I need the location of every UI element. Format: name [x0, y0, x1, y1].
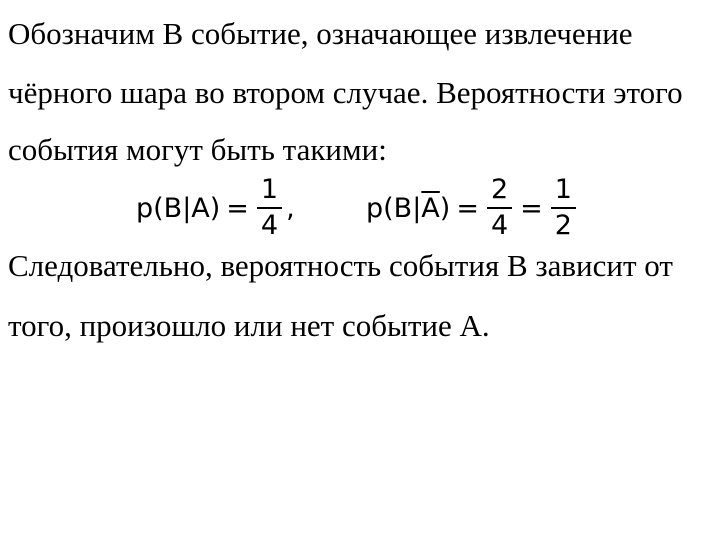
text-line-1: Обозначим B событие, означающее извлечение [8, 16, 633, 51]
formula-1-comma: , [286, 193, 295, 224]
fraction-bar [487, 207, 512, 209]
formula-2-numerator-1: 2 [490, 174, 509, 205]
fraction-bar [551, 207, 576, 209]
formula-2-denominator-2: 2 [554, 210, 572, 241]
formula-p-b-given-a [136, 172, 295, 244]
formula-2-lhs-prefix: p(B| [366, 192, 422, 224]
fraction-bar [257, 207, 282, 209]
formula-2-equals: = [456, 192, 479, 224]
formula-1-fraction [257, 174, 282, 242]
text-line-3: события могут быть такими: [8, 132, 387, 167]
text-line-4: Следовательно, вероятность события B зависит от [8, 248, 673, 283]
text-line-2: чёрного шара во втором случае. Вероятности этого [8, 75, 683, 110]
formula-1-lhs: p(B|A) [136, 192, 221, 224]
formula-2-lhs [366, 193, 450, 224]
formula-1-denominator: 4 [260, 210, 279, 241]
formula-p-b-given-not-a [366, 172, 578, 244]
formula-2-fraction-1 [487, 174, 512, 242]
formula-2-fraction-2 [551, 174, 576, 242]
formula-2-numerator-2: 1 [554, 174, 572, 205]
formula-1-numerator: 1 [260, 174, 279, 205]
formula-2-lhs-suffix: ) [439, 192, 451, 224]
formula-2-denominator-1: 4 [490, 210, 509, 241]
formula-2-equals-2: = [520, 192, 543, 224]
formula-2-lhs-not-a: $\overline{A}$ [421, 192, 440, 224]
text-line-5: того, произошло или нет событие A. [8, 308, 490, 343]
formula-1-equals: = [226, 192, 249, 224]
